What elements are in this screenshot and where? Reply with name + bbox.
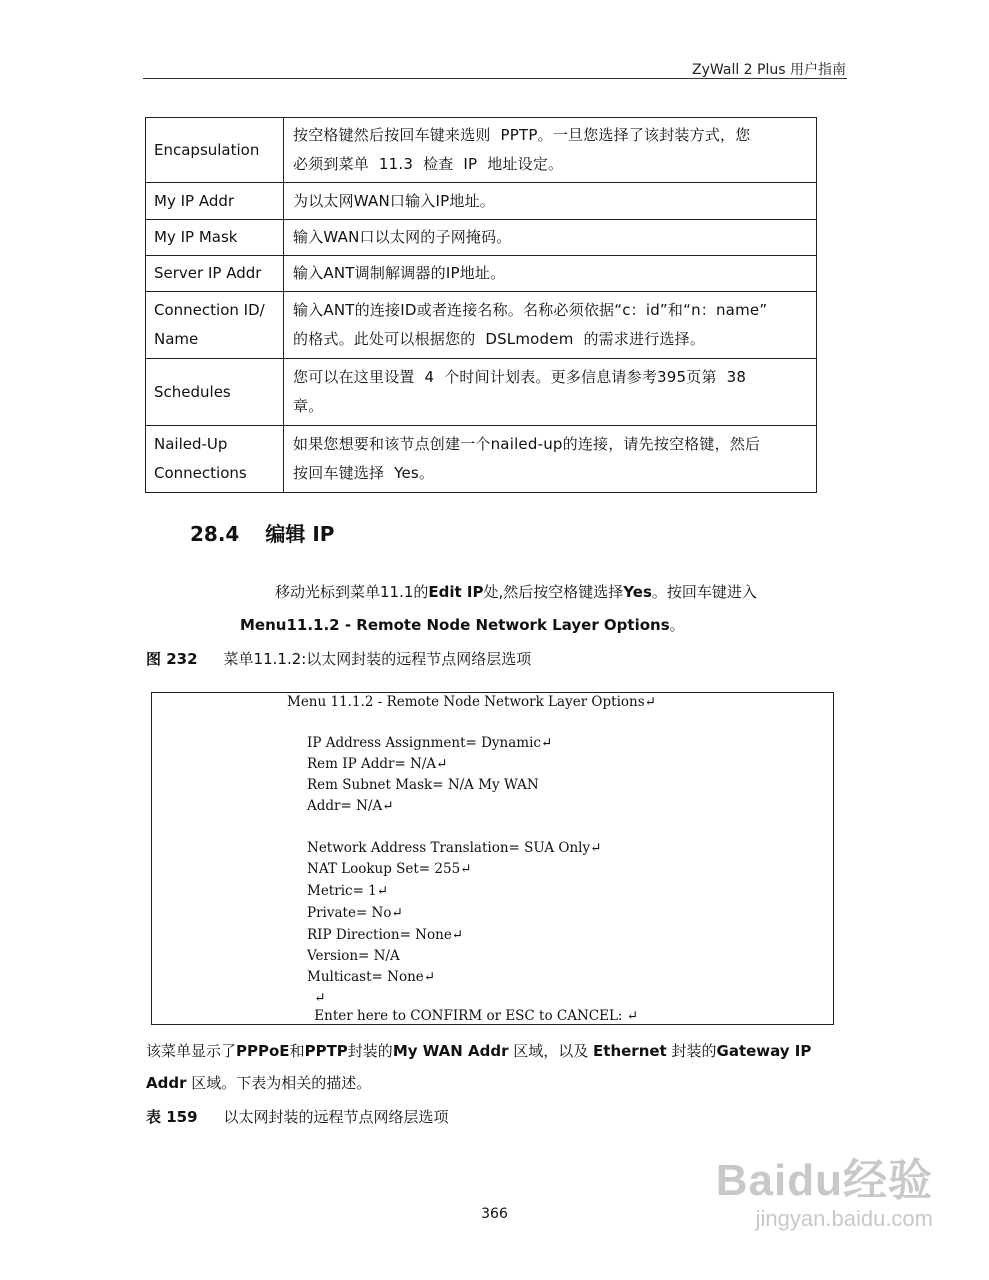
param-desc: 您可以在这里设置 4 个时间计划表。更多信息请参考395页第 38 章。	[284, 359, 817, 426]
table-row	[146, 256, 817, 292]
param-desc: 如果您想要和该节点创建一个nailed-up的连接，请先按空格键，然后 按回车键选择 Yes。	[284, 426, 817, 493]
table-row	[146, 183, 817, 220]
param-name: My IP Addr	[146, 183, 284, 220]
param-desc: 输入ANT调制解调器的IP地址。	[284, 256, 817, 292]
table-caption	[146, 1106, 449, 1127]
terminal-line: Rem Subnet Mask= N/A My WAN	[307, 777, 539, 793]
terminal-line: ↵	[310, 990, 326, 1006]
page-number: 366	[481, 1206, 508, 1222]
body-text: 封装的	[666, 1042, 717, 1060]
body-text: 区域，以及	[508, 1042, 594, 1060]
section-title: 编辑 IP	[265, 522, 335, 546]
terminal-line: NAT Lookup Set= 255↵	[307, 861, 472, 877]
body-bold: PPTP	[304, 1042, 348, 1060]
watermark-brand: Baidu经验	[715, 1156, 933, 1205]
body-bold: Gateway IP	[716, 1042, 812, 1060]
terminal-prompt: Enter here to CONFIRM or ESC to CANCEL: ↵	[310, 1008, 639, 1024]
menu-name: Menu11.1.2 - Remote Node Network Layer Options	[240, 616, 670, 634]
intro-text: 。	[669, 616, 685, 634]
terminal-line: RIP Direction= None↵	[307, 927, 464, 943]
figure-label: 图 232	[146, 650, 198, 668]
intro-text: 。按回车键进入	[651, 583, 757, 601]
param-name: Schedules	[146, 359, 284, 426]
table-row	[146, 220, 817, 256]
body-text: 区域。下表为相关的描述。	[186, 1074, 372, 1092]
terminal-screen	[151, 692, 834, 1025]
running-header: ZyWall 2 Plus 用户指南	[692, 62, 846, 78]
terminal-line: IP Address Assignment= Dynamic↵	[307, 735, 553, 751]
body-text: 该菜单显示了	[146, 1042, 237, 1060]
terminal-line: Private= No↵	[307, 905, 403, 921]
param-desc: 输入WAN口以太网的子网掩码。	[284, 220, 817, 256]
intro-text: 处,然后按空格键选择	[483, 583, 624, 601]
param-name: My IP Mask	[146, 220, 284, 256]
header-rule	[143, 78, 847, 79]
table-label: 表 159	[146, 1108, 198, 1126]
intro-text: 移动光标到菜单11.1的	[275, 583, 429, 601]
table-row	[146, 292, 817, 359]
body-bold: PPPoE	[236, 1042, 290, 1060]
body-text: 封装的	[347, 1042, 393, 1060]
terminal-line: Multicast= None↵	[307, 969, 436, 985]
param-name: Encapsulation	[146, 118, 284, 183]
table-row	[146, 359, 817, 426]
terminal-line: Rem IP Addr= N/A↵	[307, 756, 448, 772]
baidu-watermark	[716, 1144, 933, 1232]
section-number: 28.4	[190, 522, 240, 546]
param-desc: 为以太网WAN口输入IP地址。	[284, 183, 817, 220]
body-line-1	[146, 1040, 811, 1061]
watermark-url: jingyan.baidu.com	[755, 1206, 933, 1231]
terminal-line: Addr= N/A↵	[307, 798, 394, 814]
table-caption-text: 以太网封装的远程节点网络层选项	[223, 1108, 449, 1126]
figure-caption-text: 菜单11.1.2:以太网封装的远程节点网络层选项	[223, 650, 532, 668]
terminal-title: Menu 11.1.2 - Remote Node Network Layer Options↵	[287, 694, 656, 710]
terminal-line: Version= N/A	[307, 948, 400, 964]
intro-line-1	[275, 581, 757, 602]
param-desc: 按空格键然后按回车键来选则 PPTP。一旦您选择了该封装方式，您 必须到菜单 11.3 检查 IP 地址设定。	[284, 118, 817, 183]
param-desc: 输入ANT的连接ID或者连接名称。名称必须依据“c：id”和“n：name” 的格式。此处可以根据您的 DSLmodem 的需求进行选择。	[284, 292, 817, 359]
section-heading	[190, 518, 334, 547]
body-line-2	[146, 1072, 371, 1093]
intro-bold: Edit IP	[428, 583, 484, 601]
body-bold: My WAN Addr	[392, 1042, 509, 1060]
terminal-line: Metric= 1↵	[307, 883, 389, 899]
figure-caption	[146, 648, 531, 669]
body-text: 和	[289, 1042, 305, 1060]
intro-line-2	[240, 614, 685, 635]
param-name: Nailed-Up Connections	[146, 426, 284, 493]
table-row	[146, 426, 817, 493]
param-name: Server IP Addr	[146, 256, 284, 292]
parameter-table	[145, 117, 817, 493]
intro-bold: Yes	[623, 583, 652, 601]
param-name: Connection ID/ Name	[146, 292, 284, 359]
body-bold: Addr	[146, 1074, 187, 1092]
table-row	[146, 118, 817, 183]
terminal-line: Network Address Translation= SUA Only↵	[307, 840, 602, 856]
body-bold: Ethernet	[593, 1042, 667, 1060]
